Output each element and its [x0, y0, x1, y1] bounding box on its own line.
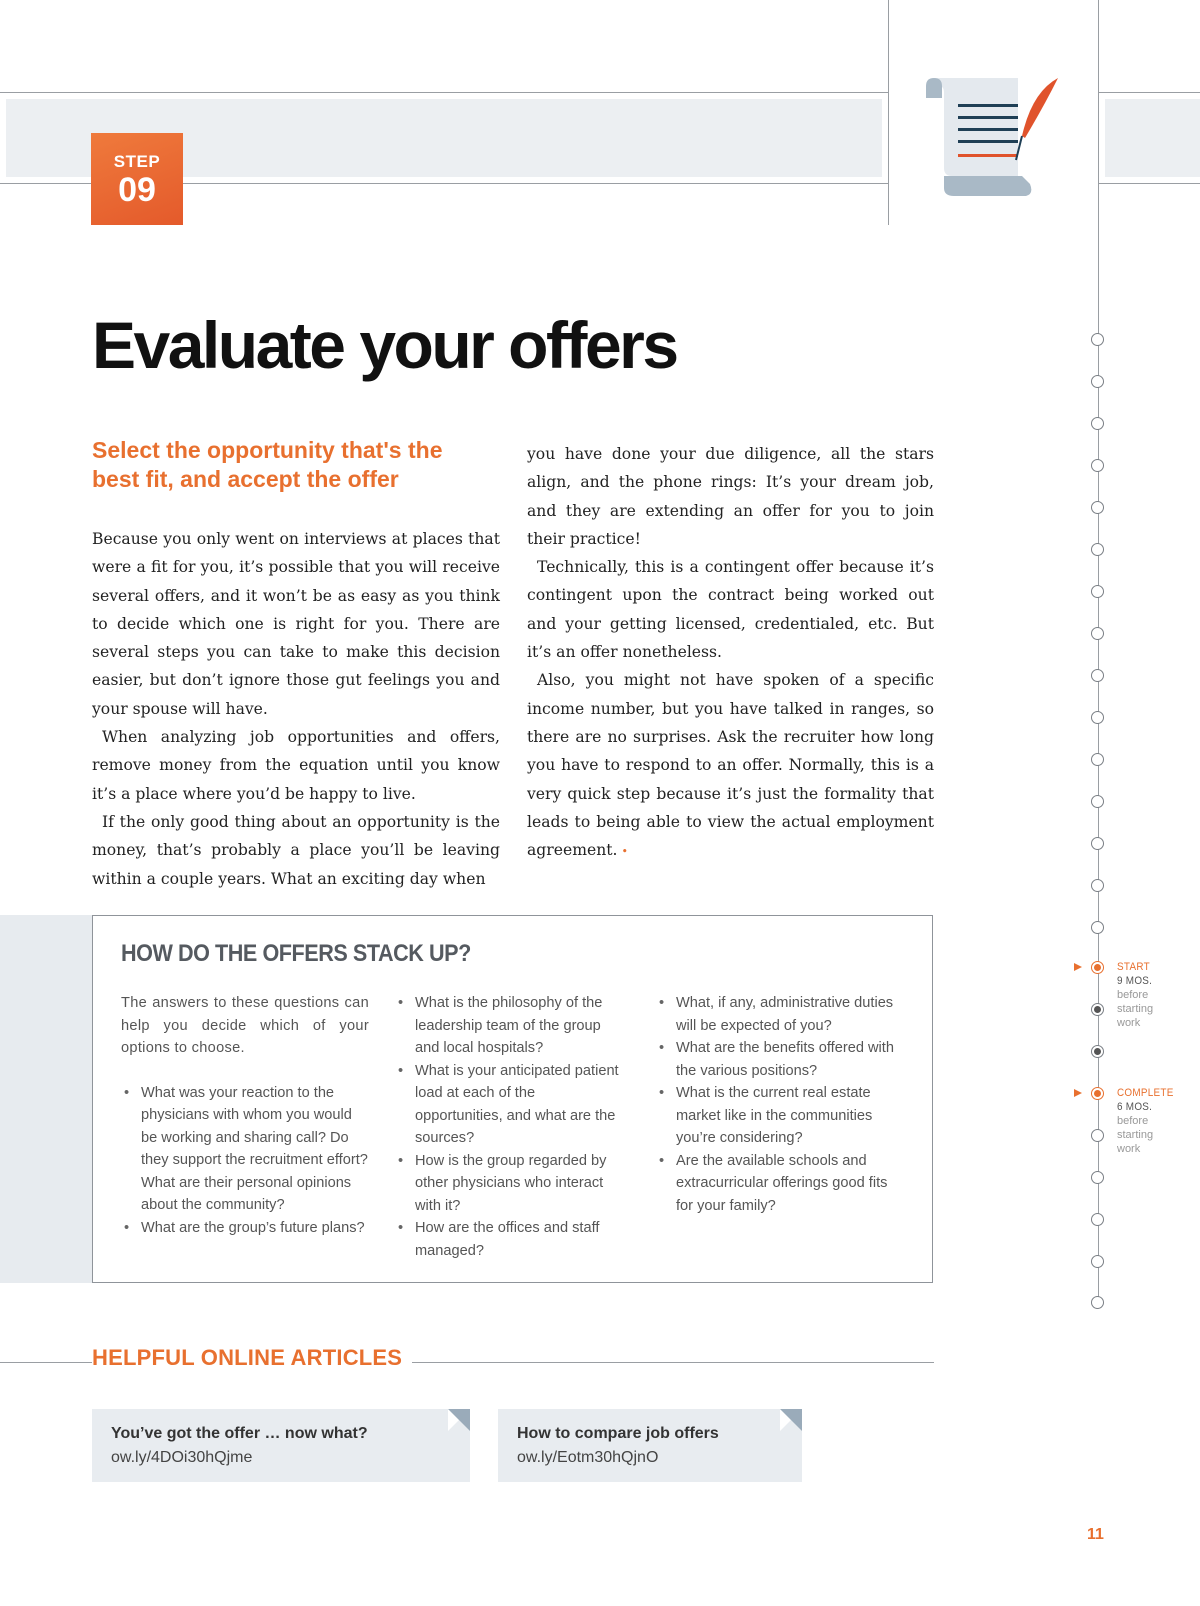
- timeline-node: [1091, 753, 1104, 766]
- question-item: • What is the philosophy of the leadership team of the group and local hospitals?: [395, 992, 621, 1060]
- timeline-node: [1091, 375, 1104, 388]
- article-card-compare[interactable]: [498, 1409, 802, 1482]
- timeline-node: [1091, 333, 1104, 346]
- timeline-node: [1091, 1296, 1104, 1309]
- section-subhead: Select the opportunity that's the best fit, and accept the offer: [92, 437, 443, 492]
- timeline-line: [1098, 0, 1099, 1306]
- timeline-node: [1091, 1255, 1104, 1268]
- box-side-panel: [0, 915, 92, 1283]
- timeline-node: [1091, 795, 1104, 808]
- articles-heading: HELPFUL ONLINE ARTICLES: [92, 1345, 412, 1371]
- milestone-note: work: [1117, 1143, 1141, 1155]
- milestone-complete: [1117, 1086, 1180, 1156]
- body-paragraph: When analyzing job opportunities and offers, remove money from the equation until you know it’s a place where you’d be happy to live.: [92, 728, 500, 803]
- question-item: • Are the available schools and extracurricular offerings good fits for your family?: [656, 1150, 904, 1218]
- timeline-node: [1091, 543, 1104, 556]
- scroll-quill-icon: [922, 76, 1064, 200]
- body-paragraph: [527, 666, 934, 866]
- timeline-node: [1091, 837, 1104, 850]
- stack-box-column-2: [395, 992, 621, 1262]
- start-marker-icon: [1074, 963, 1082, 971]
- question-item: • What is the current real estate market like in the communities you’re considering?: [656, 1082, 904, 1150]
- step-badge: [91, 133, 183, 225]
- corner-fold-shade: [448, 1409, 470, 1431]
- header-divider: [888, 0, 889, 225]
- question-list: [121, 1082, 369, 1240]
- stack-box-column-1: [121, 992, 369, 1239]
- header-band-right: [1105, 99, 1200, 177]
- timeline-node: [1091, 1129, 1104, 1142]
- stack-box-intro: The answers to these questions can help you decide which of your options to choose.: [121, 995, 369, 1056]
- timeline-node-active: [1091, 1003, 1104, 1016]
- question-list: [395, 992, 621, 1262]
- body-column-1: [92, 525, 500, 893]
- header-rule-top: [0, 92, 888, 93]
- complete-marker-icon: [1074, 1089, 1082, 1097]
- timeline-node: [1091, 585, 1104, 598]
- body-paragraph: Technically, this is a contingent offer because it’s contingent upon the contract being worked out and your getting licensed, credentialed, etc. But it’s an offer nonetheless.: [527, 558, 934, 662]
- article-title: You’ve got the offer … now what?: [111, 1425, 368, 1442]
- question-item: • What are the benefits offered with the various positions?: [656, 1037, 904, 1082]
- question-item: • How are the offices and staff managed?: [395, 1217, 621, 1262]
- stack-box-column-3: [656, 992, 904, 1217]
- timeline-node: [1091, 417, 1104, 430]
- header-rule-top-right: [1098, 92, 1200, 93]
- body-paragraph-text: Also, you might not have spoken of a specific income number, but you have talked in ranges, so there are no surprises. Ask the recruiter how long you have to respond to an offer. Normally, this is a very quick step because it’s just the formality that leads to being able to view the actual employment agreement.: [527, 671, 934, 860]
- milestone-months: 6 MOS.: [1117, 1101, 1153, 1113]
- body-paragraph: Because you only went on interviews at places that were a fit for you, it’s possible that you will receive several offers, and it won’t be as easy as you think to decide which one is right for you. There are several steps you can take to make this decision easier, but don’t ignore those gut feelings you and your spouse will have.: [92, 530, 500, 718]
- stack-box-title: HOW DO THE OFFERS STACK UP?: [121, 940, 471, 967]
- corner-fold-shade: [780, 1409, 802, 1431]
- milestone-label: START: [1117, 961, 1150, 973]
- milestone-note: starting: [1117, 1129, 1154, 1141]
- milestone-label: COMPLETE: [1117, 1087, 1174, 1099]
- body-paragraph: If the only good thing about an opportunity is the money, that’s probably a place you’ll be leaving within a couple years. What an exciting day when: [92, 812, 500, 888]
- question-item: • What was your reaction to the physicians with whom you would be working and sharing call? Do they support the recruitment effort? What are their personal opinions about the community?: [121, 1082, 369, 1217]
- milestone-start: [1117, 960, 1156, 1030]
- timeline-node: [1091, 711, 1104, 724]
- question-list: [656, 992, 904, 1217]
- question-item: • How is the group regarded by other physicians who interact with it?: [395, 1150, 621, 1218]
- timeline-node: [1091, 669, 1104, 682]
- header-rule-bottom-right: [1098, 183, 1200, 184]
- milestone-months: 9 MOS.: [1117, 975, 1153, 987]
- timeline-node: [1091, 627, 1104, 640]
- page-title: Evaluate your offers: [92, 308, 677, 382]
- step-label: STEP: [113, 152, 161, 171]
- offers-stack-box: [92, 915, 933, 1283]
- body-paragraph: you have done your due diligence, all the stars align, and the phone rings: It’s your dream job, and they are extending an offer for you to join their practice!: [527, 445, 934, 548]
- timeline-node: [1091, 1213, 1104, 1226]
- timeline-node: [1091, 921, 1104, 934]
- timeline-node-active: [1091, 1045, 1104, 1058]
- article-card-offer[interactable]: [92, 1409, 470, 1482]
- timeline-node: [1091, 501, 1104, 514]
- question-item: • What, if any, administrative duties will be expected of you?: [656, 992, 904, 1037]
- article-link[interactable]: ow.ly/4DOi30hQjme: [111, 1449, 253, 1466]
- milestone-note: starting: [1117, 1003, 1154, 1015]
- end-mark: •: [621, 845, 628, 859]
- timeline-node: [1091, 879, 1104, 892]
- timeline-node: [1091, 1171, 1104, 1184]
- question-item: • What is your anticipated patient load at each of the opportunities, and what are the sources?: [395, 1060, 621, 1150]
- article-title: How to compare job offers: [517, 1425, 719, 1442]
- milestone-note: work: [1117, 1017, 1141, 1029]
- article-link[interactable]: ow.ly/Eotm30hQjnO: [517, 1449, 659, 1466]
- step-number: 09: [118, 171, 156, 209]
- question-item: • What are the group’s future plans?: [121, 1217, 369, 1240]
- milestone-note: before: [1117, 989, 1149, 1001]
- timeline-node-start: [1091, 961, 1104, 974]
- timeline-node-complete: [1091, 1087, 1104, 1100]
- milestone-note: before: [1117, 1115, 1149, 1127]
- page-number: 11: [1087, 1526, 1104, 1543]
- body-column-2: [527, 440, 934, 866]
- timeline-node: [1091, 459, 1104, 472]
